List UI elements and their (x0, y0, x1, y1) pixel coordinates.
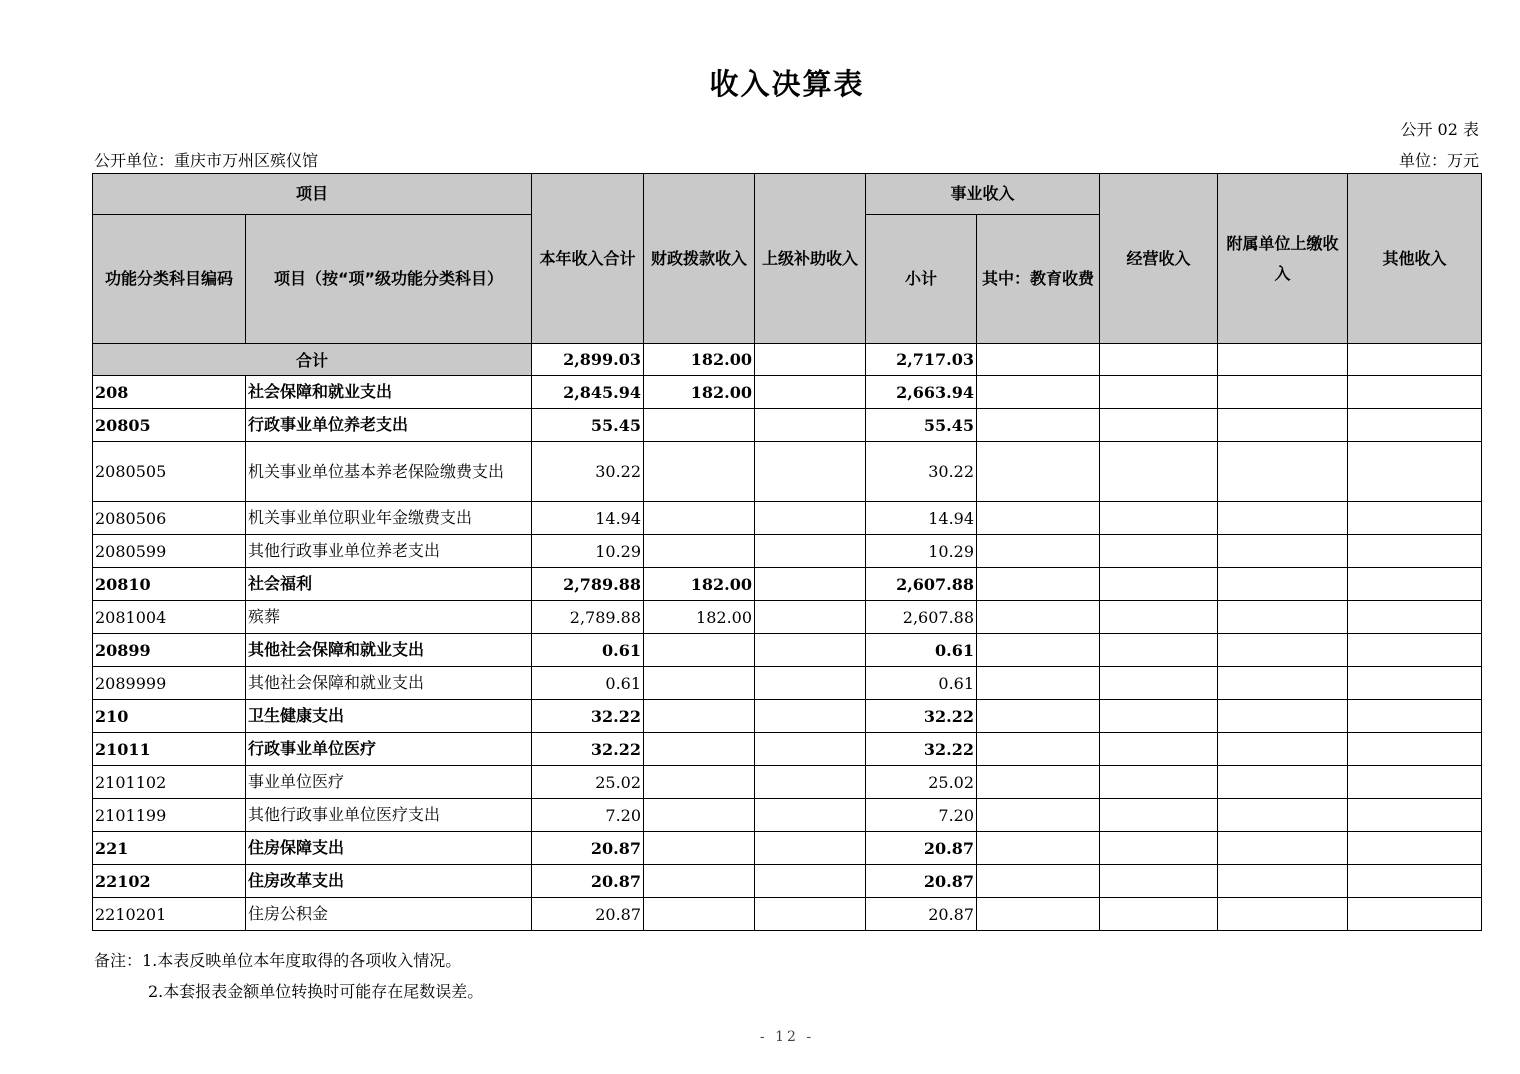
row-total: 25.02 (532, 766, 644, 799)
income-table (92, 173, 1482, 931)
total-subsidy (755, 344, 866, 376)
row-education (977, 799, 1100, 832)
header-fiscal: 财政拨款收入 (644, 174, 755, 344)
row-education (977, 766, 1100, 799)
row-code: 2080505 (93, 442, 246, 502)
row-code: 2210201 (93, 898, 246, 931)
row-fiscal: 182.00 (644, 601, 755, 634)
row-name: 行政事业单位医疗 (246, 733, 532, 766)
row-operating (1100, 535, 1218, 568)
row-education (977, 865, 1100, 898)
header-total: 本年收入合计 (532, 174, 644, 344)
row-name: 其他社会保障和就业支出 (246, 667, 532, 700)
row-operating (1100, 733, 1218, 766)
row-operating (1100, 700, 1218, 733)
table-row (93, 667, 1482, 700)
row-other (1348, 865, 1482, 898)
table-row (93, 409, 1482, 442)
row-affiliated (1218, 700, 1348, 733)
row-name: 机关事业单位基本养老保险缴费支出 (246, 442, 532, 502)
row-subsidy (755, 409, 866, 442)
row-subtotal: 20.87 (866, 865, 977, 898)
form-number: 公开 02 表 (1400, 120, 1479, 139)
row-subtotal: 2,607.88 (866, 568, 977, 601)
row-education (977, 634, 1100, 667)
row-subsidy (755, 799, 866, 832)
header-business-group: 事业收入 (866, 174, 1100, 215)
row-total: 20.87 (532, 865, 644, 898)
row-subsidy (755, 865, 866, 898)
row-code: 22102 (93, 865, 246, 898)
note-1: 备注：1.本表反映单位本年度取得的各项收入情况。 (94, 951, 462, 970)
row-name: 住房改革支出 (246, 865, 532, 898)
row-operating (1100, 634, 1218, 667)
row-code: 20805 (93, 409, 246, 442)
row-operating (1100, 376, 1218, 409)
row-total: 32.22 (532, 733, 644, 766)
total-other (1348, 344, 1482, 376)
row-subtotal: 0.61 (866, 634, 977, 667)
row-subtotal: 0.61 (866, 667, 977, 700)
row-total: 55.45 (532, 409, 644, 442)
total-sum: 2,899.03 (532, 344, 644, 376)
row-total: 0.61 (532, 667, 644, 700)
row-subsidy (755, 634, 866, 667)
row-name: 行政事业单位养老支出 (246, 409, 532, 442)
row-education (977, 700, 1100, 733)
row-subsidy (755, 376, 866, 409)
row-name: 事业单位医疗 (246, 766, 532, 799)
row-name: 殡葬 (246, 601, 532, 634)
row-affiliated (1218, 502, 1348, 535)
row-total: 2,789.88 (532, 601, 644, 634)
row-code: 20899 (93, 634, 246, 667)
header-item-group: 项目 (93, 174, 532, 215)
row-code: 208 (93, 376, 246, 409)
row-subtotal: 2,607.88 (866, 601, 977, 634)
row-subsidy (755, 667, 866, 700)
row-code: 2081004 (93, 601, 246, 634)
row-other (1348, 409, 1482, 442)
table-row (93, 601, 1482, 634)
row-total: 20.87 (532, 832, 644, 865)
row-fiscal (644, 409, 755, 442)
row-education (977, 601, 1100, 634)
row-operating (1100, 898, 1218, 931)
table-row (93, 376, 1482, 409)
row-fiscal (644, 667, 755, 700)
row-other (1348, 601, 1482, 634)
row-code: 20810 (93, 568, 246, 601)
row-other (1348, 799, 1482, 832)
row-code: 210 (93, 700, 246, 733)
row-code: 2080599 (93, 535, 246, 568)
row-education (977, 832, 1100, 865)
row-other (1348, 832, 1482, 865)
header-code: 功能分类科目编码 (93, 215, 246, 344)
row-operating (1100, 667, 1218, 700)
row-name: 社会福利 (246, 568, 532, 601)
table-row (93, 535, 1482, 568)
row-subtotal: 2,663.94 (866, 376, 977, 409)
header-name: 项目（按“项”级功能分类科目） (246, 215, 532, 344)
row-operating (1100, 832, 1218, 865)
table-body (93, 344, 1482, 931)
row-affiliated (1218, 898, 1348, 931)
reporting-unit: 公开单位：重庆市万州区殡仪馆 (94, 151, 319, 170)
row-affiliated (1218, 376, 1348, 409)
row-total: 30.22 (532, 442, 644, 502)
row-education (977, 898, 1100, 931)
row-name: 其他社会保障和就业支出 (246, 634, 532, 667)
row-fiscal (644, 766, 755, 799)
row-subsidy (755, 568, 866, 601)
table-row (93, 568, 1482, 601)
row-fiscal (644, 898, 755, 931)
row-affiliated (1218, 535, 1348, 568)
row-fiscal (644, 502, 755, 535)
table-row (93, 634, 1482, 667)
row-code: 2089999 (93, 667, 246, 700)
table-row (93, 502, 1482, 535)
row-operating (1100, 442, 1218, 502)
row-other (1348, 535, 1482, 568)
row-other (1348, 766, 1482, 799)
row-education (977, 733, 1100, 766)
row-code: 2101102 (93, 766, 246, 799)
row-affiliated (1218, 442, 1348, 502)
row-subtotal: 25.02 (866, 766, 977, 799)
row-subtotal: 7.20 (866, 799, 977, 832)
row-operating (1100, 568, 1218, 601)
table-row (93, 799, 1482, 832)
row-subtotal: 14.94 (866, 502, 977, 535)
row-subtotal: 20.87 (866, 832, 977, 865)
row-subtotal: 55.45 (866, 409, 977, 442)
row-other (1348, 898, 1482, 931)
header-subsidy: 上级补助收入 (755, 174, 866, 344)
row-affiliated (1218, 733, 1348, 766)
row-fiscal: 182.00 (644, 376, 755, 409)
table-row (93, 700, 1482, 733)
row-affiliated (1218, 766, 1348, 799)
row-other (1348, 700, 1482, 733)
header-subtotal: 小计 (866, 215, 977, 344)
row-other (1348, 376, 1482, 409)
row-subtotal: 32.22 (866, 733, 977, 766)
row-education (977, 376, 1100, 409)
row-education (977, 568, 1100, 601)
row-subtotal: 30.22 (866, 442, 977, 502)
row-subsidy (755, 832, 866, 865)
row-fiscal (644, 832, 755, 865)
row-operating (1100, 766, 1218, 799)
row-fiscal (644, 634, 755, 667)
table-header (93, 174, 1482, 344)
row-code: 2080506 (93, 502, 246, 535)
currency-unit: 单位：万元 (1398, 151, 1479, 170)
row-code: 221 (93, 832, 246, 865)
row-affiliated (1218, 667, 1348, 700)
row-name: 卫生健康支出 (246, 700, 532, 733)
row-other (1348, 634, 1482, 667)
row-name: 其他行政事业单位医疗支出 (246, 799, 532, 832)
table-row (93, 766, 1482, 799)
row-fiscal: 182.00 (644, 568, 755, 601)
row-subsidy (755, 535, 866, 568)
total-education (977, 344, 1100, 376)
row-subtotal: 32.22 (866, 700, 977, 733)
row-subsidy (755, 733, 866, 766)
row-affiliated (1218, 832, 1348, 865)
row-other (1348, 442, 1482, 502)
header-education: 其中：教育收费 (977, 215, 1100, 344)
row-total: 32.22 (532, 700, 644, 733)
row-name: 住房保障支出 (246, 832, 532, 865)
total-label: 合计 (93, 344, 532, 376)
row-affiliated (1218, 568, 1348, 601)
row-fiscal (644, 535, 755, 568)
row-subsidy (755, 502, 866, 535)
header-other: 其他收入 (1348, 174, 1482, 344)
row-subsidy (755, 766, 866, 799)
total-subtotal: 2,717.03 (866, 344, 977, 376)
row-education (977, 535, 1100, 568)
row-affiliated (1218, 634, 1348, 667)
row-fiscal (644, 733, 755, 766)
row-subsidy (755, 700, 866, 733)
note-2: 2.本套报表金额单位转换时可能存在尾数误差。 (148, 982, 484, 1001)
row-fiscal (644, 700, 755, 733)
table-row (93, 733, 1482, 766)
total-operating (1100, 344, 1218, 376)
row-total: 10.29 (532, 535, 644, 568)
row-code: 2101199 (93, 799, 246, 832)
row-fiscal (644, 799, 755, 832)
row-total: 20.87 (532, 898, 644, 931)
row-education (977, 442, 1100, 502)
row-subtotal: 20.87 (866, 898, 977, 931)
row-name: 机关事业单位职业年金缴费支出 (246, 502, 532, 535)
row-operating (1100, 865, 1218, 898)
row-total: 2,845.94 (532, 376, 644, 409)
total-fiscal: 182.00 (644, 344, 755, 376)
row-operating (1100, 799, 1218, 832)
row-subsidy (755, 601, 866, 634)
row-name: 其他行政事业单位养老支出 (246, 535, 532, 568)
row-total: 14.94 (532, 502, 644, 535)
row-total: 7.20 (532, 799, 644, 832)
row-education (977, 502, 1100, 535)
row-fiscal (644, 442, 755, 502)
row-other (1348, 502, 1482, 535)
row-other (1348, 733, 1482, 766)
row-operating (1100, 601, 1218, 634)
row-subtotal: 10.29 (866, 535, 977, 568)
header-affiliated: 附属单位上缴收入 (1218, 174, 1348, 344)
row-code: 21011 (93, 733, 246, 766)
row-other (1348, 667, 1482, 700)
header-operating: 经营收入 (1100, 174, 1218, 344)
row-other (1348, 568, 1482, 601)
row-education (977, 409, 1100, 442)
row-affiliated (1218, 799, 1348, 832)
table-row (93, 442, 1482, 502)
row-affiliated (1218, 601, 1348, 634)
row-fiscal (644, 865, 755, 898)
row-name: 社会保障和就业支出 (246, 376, 532, 409)
row-subsidy (755, 898, 866, 931)
table-row (93, 865, 1482, 898)
total-affiliated (1218, 344, 1348, 376)
row-affiliated (1218, 865, 1348, 898)
table-row (93, 898, 1482, 931)
row-name: 住房公积金 (246, 898, 532, 931)
row-education (977, 667, 1100, 700)
document-title: 收入决算表 (709, 67, 865, 101)
row-operating (1100, 502, 1218, 535)
row-subsidy (755, 442, 866, 502)
row-total: 0.61 (532, 634, 644, 667)
row-affiliated (1218, 409, 1348, 442)
table-row (93, 832, 1482, 865)
row-operating (1100, 409, 1218, 442)
total-row (93, 344, 1482, 376)
row-total: 2,789.88 (532, 568, 644, 601)
page-number: - 12 - (759, 1029, 815, 1045)
